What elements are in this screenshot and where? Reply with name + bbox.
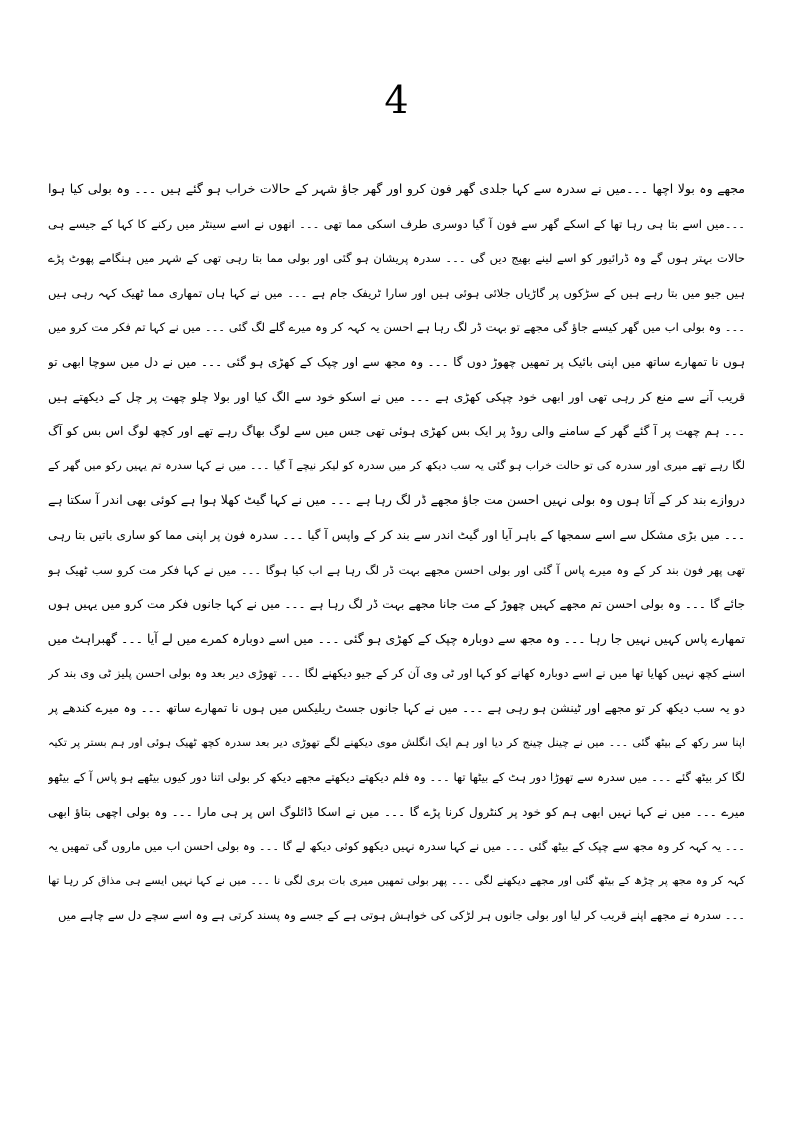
text-line: اپنا سر رکھ کے بیٹھ گئی ۔۔۔ میں نے چینل چینج کر دیا اور ہم ایک انگلش موی دیکھنے لگے تھوڑی دیر بعد سدرہ کچھ ٹھیک ہوئی اور ہم بستر پر تکیہ bbox=[48, 735, 745, 749]
text-line: ۔۔۔ وہ بولی اب میں گھر کیسے جاؤ گی مجھے تو بہت ڈر لگ رہا ہے احسن یہ کہہ کر وہ میرے گلے لگ گئی ۔۔۔ میں نے کہا تم فکر مت کرو میں bbox=[48, 320, 745, 335]
text-line: اسنے کچھ نہیں کھایا تھا میں نے اسے دوبارہ کھانے کو کہا اور ٹی وی آن کر کے جیو دیکھنے لگا ۔۔۔ تھوڑی دیر بعد وہ بولی احسن پلیز ٹی وی بند کر bbox=[48, 666, 745, 681]
text-line: میرے ۔۔۔ میں نے کہا نہیں ابھی ہم کو خود پر کنٹرول کرنا پڑے گا ۔۔۔ میں نے اسکا ڈائلوگ اس پر ہی مارا ۔۔۔ وہ بولی اچھی بتاؤ ابھی bbox=[48, 804, 745, 819]
text-line: ۔۔۔ سدرہ نے مجھے اپنے قریب کر لیا اور بولی جانوں ہر لڑکی کی خواہش ہوتی ہے کے جسے وہ پسند کرتی ہے وہ اسے سچے دل سے چاہے میں bbox=[57, 908, 745, 923]
text-line: دو یہ سب دیکھ کر تو مجھے اور ٹینشن ہو رہی ہے ۔۔۔ میں نے کہا جانوں جسٹ ریلیکس میں ہوں نا تمھارے ساتھ ۔۔۔ وہ میرے کندھے پر bbox=[48, 700, 745, 715]
page-number: 4 bbox=[384, 78, 409, 122]
text-line: ۔۔۔ ہم چھت پر آ گئے گھر کے سامنے والی روڈ پر ایک بس کھڑی ہوئی تھی جس میں سے لوگ بھاگ رہے تھے اور کچھ لوگ اس بس کو آگ bbox=[48, 424, 745, 439]
story-text bbox=[48, 172, 745, 933]
text-line: قریب آنے سے منع کر رہی تھی اور ابھی خود چپکی کھڑی ہے ۔۔۔ میں نے اسکو خود سے الگ کیا اور بولا چلو چھت پر چل کے دیکھتے ہیں bbox=[48, 389, 745, 404]
text-line: حالات بہتر ہوں گے وہ ڈرائیور کو اسے لینے بھیج دیں گی ۔۔۔ سدرہ پریشان ہو گئی اور بولی مما بتا رہی تھی کے شہر میں ہنگامے پھوٹ پڑے bbox=[48, 251, 745, 266]
text-line: ۔۔۔ یہ کہہ کر وہ مجھ سے چپک کے بیٹھ گئی ۔۔۔ میں نے کہا سدرہ نہیں دیکھو کوئی دیکھ لے گا ۔۔۔ وہ بولی احسن اب میں ماروں گی تمھیں یہ bbox=[48, 839, 745, 854]
text-line: جائے گا ۔۔۔ وہ بولی احسن تم مجھے کہیں چھوڑ کے مت جانا مجھے بہت ڈر لگ رہا ہے ۔۔۔ میں نے کہا جانوں فکر مت کرو میں یہیں ہوں bbox=[48, 597, 745, 612]
text-line: کہہ کر وہ مجھ پر چڑھ کے بیٹھ گئی اور مجھے دیکھنے لگی ۔۔۔ پھر بولی تمھیں میری بات بری لگی نا ۔۔۔ میں نے کہا نہیں ایسے ہی مذاق کر رہا تھا bbox=[48, 873, 745, 887]
text-line: ۔۔۔ میں بڑی مشکل سے اسے سمجھا کے باہر آیا اور گیٹ اندر سے بند کر کے واپس آ گیا ۔۔۔ سدرہ فون پر اپنی مما کو ساری باتیں بتا رہی bbox=[48, 527, 745, 542]
text-line: ہیں جیو میں بتا رہے ہیں کے سڑکوں پر گاڑیاں جلائی ہوئی ہیں اور سارا ٹریفک جام ہے ۔۔۔ میں نے کہا ہاں تمھاری مما ٹھیک کہہ رہی ہیں bbox=[48, 285, 745, 300]
text-line: لگا کر بیٹھ گئے ۔۔۔ میں سدرہ سے تھوڑا دور ہٹ کے بیٹھا تھا ۔۔۔ وہ فلم دیکھتے دیکھتے مجھے دیکھ کر بولی اتنا دور کیوں بیٹھے ہو پاس آ کے بیٹھو bbox=[48, 770, 745, 785]
text-line: تمھارے پاس کہیں نہیں جا رہا ۔۔۔ وہ مجھ سے دوبارہ چپک کے کھڑی ہو گئی ۔۔۔ میں اسے دوبارہ کمرے میں لے آیا ۔۔۔ گھبراہٹ میں bbox=[48, 630, 745, 646]
text-line: ہوں نا تمھارے ساتھ میں اپنی بائیک پر تمھیں چھوڑ دوں گا ۔۔۔ وہ مجھ سے اور چپک کے کھڑی ہو گئی ۔۔۔ میں نے دل میں سوچا ابھی تو bbox=[48, 354, 745, 369]
text-line: ۔۔۔میں اسے بتا ہی رہا تھا کے اسکے گھر سے فون آ گیا دوسری طرف اسکی مما تھی ۔۔۔ انھوں نے اسے سینٹر میں رکنے کا کہا کے جیسے ہی bbox=[48, 216, 745, 231]
text-line: مجھے وہ بولا اچھا ۔۔۔میں نے سدرہ سے کہا جلدی گھر فون کرو اور گھر جاؤ شہر کے حالات خراب ہو گئے ہیں ۔۔۔ وہ بولی کیا ہوا bbox=[48, 181, 745, 196]
text-line: تھی پھر فون بند کر کے وہ میرے پاس آ گئی اور بولی احسن مجھے بہت ڈر لگ رہا ہے اب کیا ہوگا ۔۔۔ میں نے کہا فکر مت کرو سب ٹھیک ہو bbox=[48, 562, 745, 577]
text-line: لگا رہے تھے میری اور سدرہ کی تو حالت خراب ہو گئی یہ سب دیکھ کر میں سدرہ کو لیکر نیچے آ گیا ۔۔۔ میں نے کہا سدرہ تم یہیں رکو میں گھر کے bbox=[48, 458, 745, 472]
text-line: دروازے بند کر کے آتا ہوں وہ بولی نہیں احسن مت جاؤ مجھے ڈر لگ رہا ہے ۔۔۔ میں نے کہا گیٹ کھلا ہوا ہے کوئی بھی اندر آ سکتا ہے bbox=[48, 492, 745, 508]
